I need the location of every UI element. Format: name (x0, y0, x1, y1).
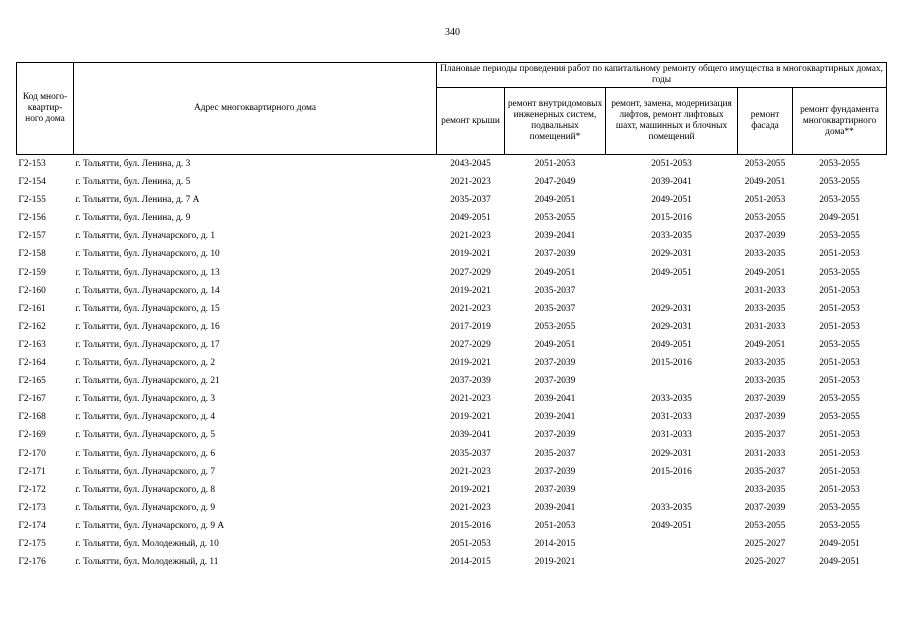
facade-period: 2031-2033 (744, 321, 786, 332)
header-systems: ремонт внутридомовых инженерных систем, подвальных помещений* (505, 88, 606, 155)
roof-period: 2021-2023 (450, 303, 491, 314)
lifts-period (606, 553, 738, 571)
lifts-period: 2029-2031 (651, 303, 692, 314)
roof-period: 2021-2023 (450, 466, 491, 477)
header-periods-group: Плановые периоды проведения работ по капитальному ремонту общего имущества в многоквартирных домах, годы (437, 63, 887, 88)
house-address: г. Тольятти, бул. Луначарского, д. 2 (75, 358, 216, 369)
facade-period: 2037-2039 (744, 394, 786, 405)
lifts-period: 2015-2016 (651, 213, 692, 224)
table-row (17, 173, 887, 191)
roof-period: 2019-2021 (450, 358, 491, 369)
facade-period: 2033-2035 (744, 303, 786, 314)
house-code: Г2-173 (18, 502, 46, 513)
table-row (17, 227, 887, 245)
house-code: Г2-164 (18, 358, 46, 369)
systems-period: 2039-2041 (534, 412, 576, 423)
lifts-period: 2049-2051 (651, 520, 692, 531)
foundation-period: 2051-2053 (819, 448, 860, 459)
facade-period: 2031-2033 (744, 285, 786, 296)
house-address: г. Тольятти, бул. Луначарского, д. 14 (75, 285, 220, 296)
foundation-period: 2053-2055 (819, 339, 860, 350)
header-facade: ремонт фасада (738, 88, 793, 155)
facade-period: 2033-2035 (744, 484, 786, 495)
repair-schedule-table (16, 62, 887, 571)
house-code: Г2-153 (18, 159, 46, 169)
roof-period: 2035-2037 (450, 195, 491, 206)
lifts-period: 2039-2041 (651, 177, 692, 188)
roof-period: 2035-2037 (450, 448, 491, 459)
facade-period: 2049-2051 (744, 177, 786, 188)
lifts-period: 2033-2035 (651, 231, 692, 242)
lifts-period: 2029-2031 (651, 249, 692, 260)
house-code: Г2-168 (18, 412, 46, 423)
roof-period: 2015-2016 (450, 520, 491, 531)
house-address: г. Тольятти, бул. Луначарского, д. 15 (75, 303, 220, 314)
foundation-period: 2053-2055 (819, 412, 860, 423)
header-lifts: ремонт, замена, модернизация лифтов, ремонт лифтовых шахт, машинных и блочных помещений (606, 88, 738, 155)
systems-period: 2049-2051 (534, 339, 576, 350)
roof-period: 2017-2019 (450, 321, 491, 332)
lifts-period: 2051-2053 (651, 159, 692, 169)
lifts-period: 2031-2033 (651, 430, 692, 441)
house-code: Г2-162 (18, 321, 46, 332)
table-row (17, 535, 887, 553)
lifts-period (606, 372, 738, 390)
house-address: г. Тольятти, бул. Луначарского, д. 4 (75, 412, 216, 423)
house-address: г. Тольятти, бул. Луначарского, д. 10 (75, 249, 220, 260)
house-code: Г2-175 (18, 538, 46, 549)
facade-period: 2033-2035 (744, 249, 786, 260)
house-code: Г2-157 (18, 231, 46, 242)
facade-period: 2033-2035 (744, 358, 786, 369)
facade-period: 2031-2033 (744, 448, 786, 459)
foundation-period: 2053-2055 (819, 267, 860, 278)
header-roof: ремонт крыши (437, 88, 505, 155)
lifts-period: 2033-2035 (651, 502, 692, 513)
lifts-period: 2015-2016 (651, 466, 692, 477)
roof-period: 2051-2053 (450, 538, 491, 549)
foundation-period: 2049-2051 (819, 213, 860, 224)
table-row (17, 463, 887, 481)
lifts-period: 2049-2051 (651, 339, 692, 350)
roof-period: 2027-2029 (450, 339, 491, 350)
table-row (17, 390, 887, 408)
systems-period: 2051-2053 (534, 520, 576, 531)
facade-period: 2037-2039 (744, 502, 786, 513)
foundation-period: 2051-2053 (819, 430, 860, 441)
systems-period: 2047-2049 (534, 177, 576, 188)
lifts-period (606, 535, 738, 553)
house-address: г. Тольятти, бул. Луначарского, д. 7 (75, 466, 216, 477)
house-address: г. Тольятти, бул. Ленина, д. 3 (75, 159, 191, 169)
facade-period: 2049-2051 (744, 267, 786, 278)
roof-period: 2037-2039 (450, 376, 491, 387)
lifts-period: 2031-2033 (651, 412, 692, 423)
roof-period: 2014-2015 (450, 557, 491, 568)
facade-period: 2037-2039 (744, 231, 786, 242)
table-row (17, 318, 887, 336)
foundation-period: 2053-2055 (819, 231, 860, 242)
house-address: г. Тольятти, бул. Ленина, д. 9 (75, 213, 191, 224)
house-code: Г2-172 (18, 484, 46, 495)
systems-period: 2039-2041 (534, 231, 576, 242)
roof-period: 2039-2041 (450, 430, 491, 441)
facade-period: 2025-2027 (744, 557, 786, 568)
roof-period: 2021-2023 (450, 231, 491, 242)
facade-period: 2053-2055 (744, 159, 786, 169)
lifts-period: 2029-2031 (651, 448, 692, 459)
foundation-period: 2051-2053 (819, 466, 860, 477)
house-code: Г2-155 (18, 195, 46, 206)
lifts-period (606, 481, 738, 499)
house-code: Г2-174 (18, 520, 46, 531)
systems-period: 2037-2039 (534, 376, 576, 387)
house-address: г. Тольятти, бул. Луначарского, д. 8 (75, 484, 216, 495)
table-row (17, 445, 887, 463)
header-address: Адрес многоквартирного дома (74, 63, 437, 155)
house-code: Г2-163 (18, 339, 46, 350)
house-address: г. Тольятти, бул. Луначарского, д. 6 (75, 448, 216, 459)
house-code: Г2-167 (18, 394, 46, 405)
foundation-period: 2053-2055 (819, 195, 860, 206)
foundation-period: 2053-2055 (819, 159, 860, 169)
house-code: Г2-171 (18, 466, 46, 477)
house-code: Г2-161 (18, 303, 46, 314)
house-code: Г2-160 (18, 285, 46, 296)
facade-period: 2033-2035 (744, 376, 786, 387)
systems-period: 2035-2037 (534, 448, 576, 459)
roof-period: 2021-2023 (450, 502, 491, 513)
table-body (17, 155, 887, 572)
house-address: г. Тольятти, бул. Молодежный, д. 11 (75, 557, 219, 568)
foundation-period: 2051-2053 (819, 303, 860, 314)
systems-period: 2037-2039 (534, 484, 576, 495)
roof-period: 2019-2021 (450, 484, 491, 495)
house-code: Г2-158 (18, 249, 46, 260)
table-row (17, 155, 887, 174)
table-row (17, 354, 887, 372)
table-row (17, 282, 887, 300)
house-address: г. Тольятти, бул. Луначарского, д. 9 А (75, 520, 225, 531)
lifts-period: 2049-2051 (651, 267, 692, 278)
foundation-period: 2051-2053 (819, 285, 860, 296)
house-address: г. Тольятти, бул. Луначарского, д. 1 (75, 231, 216, 242)
foundation-period: 2053-2055 (819, 502, 860, 513)
page-number: 340 (445, 27, 460, 38)
systems-period: 2037-2039 (534, 358, 576, 369)
systems-period: 2053-2055 (534, 321, 576, 332)
house-code: Г2-165 (18, 376, 46, 387)
systems-period: 2035-2037 (534, 303, 576, 314)
table-row (17, 264, 887, 282)
foundation-period: 2051-2053 (819, 321, 860, 332)
facade-period: 2025-2027 (744, 538, 786, 549)
house-address: г. Тольятти, бул. Луначарского, д. 17 (75, 339, 220, 350)
systems-period: 2051-2053 (534, 159, 576, 169)
facade-period: 2053-2055 (744, 213, 786, 224)
systems-period: 2019-2021 (534, 557, 576, 568)
systems-period: 2039-2041 (534, 394, 576, 405)
roof-period: 2027-2029 (450, 267, 491, 278)
foundation-period: 2051-2053 (819, 484, 860, 495)
table-row (17, 245, 887, 263)
systems-period: 2035-2037 (534, 285, 576, 296)
roof-period: 2043-2045 (450, 159, 491, 169)
facade-period: 2051-2053 (744, 195, 786, 206)
lifts-period: 2049-2051 (651, 195, 692, 206)
foundation-period: 2051-2053 (819, 358, 860, 369)
facade-period: 2035-2037 (744, 466, 786, 477)
house-code: Г2-159 (18, 267, 46, 278)
house-address: г. Тольятти, бул. Луначарского, д. 13 (75, 267, 220, 278)
house-address: г. Тольятти, бул. Луначарского, д. 5 (75, 430, 216, 441)
table-row (17, 336, 887, 354)
systems-period: 2014-2015 (534, 538, 576, 549)
foundation-period: 2051-2053 (819, 249, 860, 260)
systems-period: 2039-2041 (534, 502, 576, 513)
table-row (17, 426, 887, 444)
roof-period: 2021-2023 (450, 177, 491, 188)
house-code: Г2-169 (18, 430, 46, 441)
lifts-period: 2033-2035 (651, 394, 692, 405)
table-row (17, 300, 887, 318)
systems-period: 2049-2051 (534, 267, 576, 278)
header-code: Код много-квартир-ного дома (17, 63, 74, 155)
roof-period: 2019-2021 (450, 285, 491, 296)
table-row (17, 408, 887, 426)
lifts-period: 2029-2031 (651, 321, 692, 332)
house-address: г. Тольятти, бул. Луначарского, д. 16 (75, 321, 220, 332)
house-code: Г2-154 (18, 177, 46, 188)
systems-period: 2037-2039 (534, 466, 576, 477)
table-row (17, 517, 887, 535)
house-address: г. Тольятти, бул. Луначарского, д. 21 (75, 376, 220, 387)
table-row (17, 553, 887, 571)
systems-period: 2037-2039 (534, 430, 576, 441)
facade-period: 2053-2055 (744, 520, 786, 531)
roof-period: 2049-2051 (450, 213, 491, 224)
table-row (17, 191, 887, 209)
foundation-period: 2049-2051 (819, 557, 860, 568)
table-row (17, 372, 887, 390)
house-address: г. Тольятти, бул. Луначарского, д. 9 (75, 502, 216, 513)
house-code: Г2-156 (18, 213, 46, 224)
house-address: г. Тольятти, бул. Молодежный, д. 10 (75, 538, 219, 549)
systems-period: 2053-2055 (534, 213, 576, 224)
facade-period: 2035-2037 (744, 430, 786, 441)
lifts-period (606, 282, 738, 300)
roof-period: 2019-2021 (450, 249, 491, 260)
foundation-period: 2053-2055 (819, 394, 860, 405)
lifts-period: 2015-2016 (651, 358, 692, 369)
house-address: г. Тольятти, бул. Ленина, д. 7 А (75, 195, 200, 206)
systems-period: 2037-2039 (534, 249, 576, 260)
facade-period: 2037-2039 (744, 412, 786, 423)
foundation-period: 2053-2055 (819, 520, 860, 531)
foundation-period: 2051-2053 (819, 376, 860, 387)
table-row (17, 481, 887, 499)
table-row (17, 209, 887, 227)
facade-period: 2049-2051 (744, 339, 786, 350)
table-header (17, 63, 887, 155)
systems-period: 2049-2051 (534, 195, 576, 206)
foundation-period: 2053-2055 (819, 177, 860, 188)
header-foundation: ремонт фундамента многоквартирного дома** (793, 88, 887, 155)
foundation-period: 2049-2051 (819, 538, 860, 549)
house-address: г. Тольятти, бул. Ленина, д. 5 (75, 177, 191, 188)
roof-period: 2019-2021 (450, 412, 491, 423)
roof-period: 2021-2023 (450, 394, 491, 405)
house-code: Г2-176 (18, 557, 46, 568)
house-code: Г2-170 (18, 448, 46, 459)
house-address: г. Тольятти, бул. Луначарского, д. 3 (75, 394, 216, 405)
table-row (17, 499, 887, 517)
